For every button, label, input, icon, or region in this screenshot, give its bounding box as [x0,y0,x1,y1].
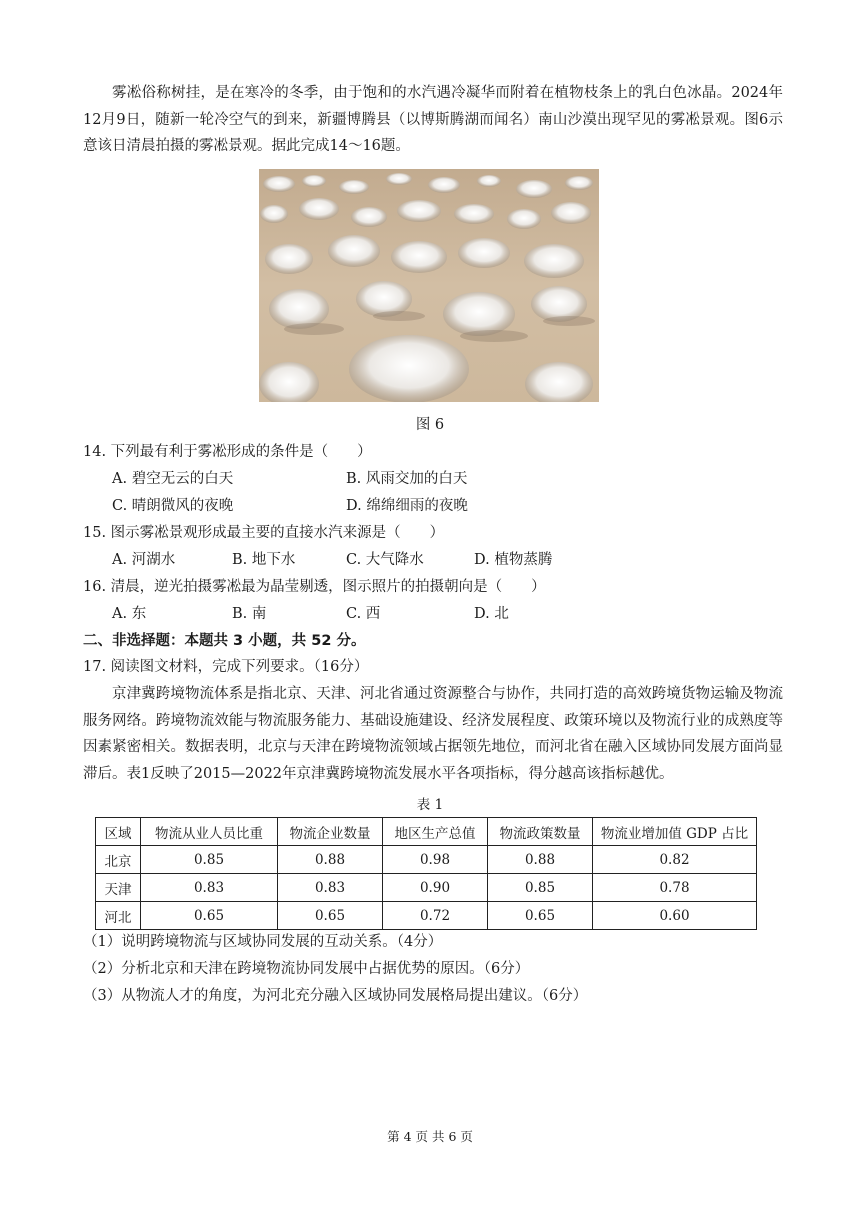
rime-photo [259,169,599,402]
q15-option-d: D. 植物蒸腾 [474,552,553,568]
table-cell: 河北 [96,902,141,930]
subquestion-2: （2）分析北京和天津在跨境物流协同发展中占据优势的原因。（6分） [83,961,530,977]
table-header-cell: 物流企业数量 [278,818,383,846]
table-header-cell: 物流政策数量 [488,818,593,846]
question-16-stem: 16. 清晨，逆光拍摄雾凇最为晶莹剔透，图示照片的拍摄朝向是（ ） [83,579,546,595]
q14-option-b: B. 风雨交加的白天 [346,471,468,487]
table-header-cell: 物流从业人员比重 [141,818,278,846]
intro-paragraph: 雾凇俗称树挂，是在寒冷的冬季，由于饱和的水汽遇冷凝华而附着在植物枝条上的乳白色冰晶。2024年12月9日，随新一轮冷空气的到来，新疆博腾县（以博斯腾湖而闻名）南山沙漠出现罕见的雾凇景观。图6示意该日清晨拍摄的雾凇景观。据此完成14～16题。 [83,85,783,154]
table-row [96,902,757,930]
q14-option-c: C. 晴朗微风的夜晚 [112,498,234,514]
table-header-cell: 地区生产总值 [383,818,488,846]
table-header-cell: 物流业增加值 GDP 占比 [593,818,757,846]
table-cell: 0.78 [593,874,757,902]
table-cell: 天津 [96,874,141,902]
question-17-material: 京津冀跨境物流体系是指北京、天津、河北省通过资源整合与协作，共同打造的高效跨境货物运输及物流服务网络。跨境物流效能与物流服务能力、基础设施建设、经济发展程度、政策环境以及物流行业的成熟度等因素紧密相关。数据表明，北京与天津在跨境物流领域占据领先地位，而河北省在融入区域协同发展方面尚显滞后。表1反映了2015—2022年京津冀跨境物流发展水平各项指标，得分越高该指标越优。 [83,686,783,782]
table-row [96,874,757,902]
section-heading: 二、非选择题：本题共 3 小题，共 52 分。 [83,633,366,649]
table-caption: 表 1 [416,797,444,813]
question-15-stem: 15. 图示雾凇景观形成最主要的直接水汽来源是（ ） [83,525,445,541]
table-cell: 0.60 [593,902,757,930]
question-14-stem: 14. 下列最有利于雾凇形成的条件是（ ） [83,444,372,460]
q15-option-b: B. 地下水 [232,552,296,568]
table-cell: 0.72 [383,902,488,930]
question-17-stem: 17. 阅读图文材料，完成下列要求。（16分） [83,659,369,675]
q16-option-c: C. 西 [346,606,381,622]
table-cell: 0.98 [383,846,488,874]
table-header-cell: 区域 [96,818,141,846]
table-cell: 0.88 [488,846,593,874]
q16-option-b: B. 南 [232,606,267,622]
table-cell: 0.83 [278,874,383,902]
table-cell: 0.85 [141,846,278,874]
table-header-row [96,818,757,846]
page-footer: 第 4 页 共 6 页 [387,1129,473,1144]
table-row [96,846,757,874]
subquestion-1: （1）说明跨境物流与区域协同发展的互动关系。（4分） [83,934,443,950]
subquestion-3: （3）从物流人才的角度，为河北充分融入区域协同发展格局提出建议。（6分） [83,988,588,1004]
table-cell: 0.88 [278,846,383,874]
table-cell: 0.82 [593,846,757,874]
table-cell: 0.65 [278,902,383,930]
q15-option-a: A. 河湖水 [112,552,176,568]
table-cell: 北京 [96,846,141,874]
q15-option-c: C. 大气降水 [346,552,424,568]
q14-option-a: A. 碧空无云的白天 [112,471,234,487]
figure-caption: 图 6 [415,417,445,433]
table-cell: 0.83 [141,874,278,902]
table-cell: 0.65 [141,902,278,930]
q16-option-d: D. 北 [474,606,509,622]
q14-option-d: D. 绵绵细雨的夜晚 [346,498,468,514]
logistics-table [95,817,757,930]
table-cell: 0.90 [383,874,488,902]
q16-option-a: A. 东 [112,606,147,622]
table-cell: 0.85 [488,874,593,902]
table-cell: 0.65 [488,902,593,930]
